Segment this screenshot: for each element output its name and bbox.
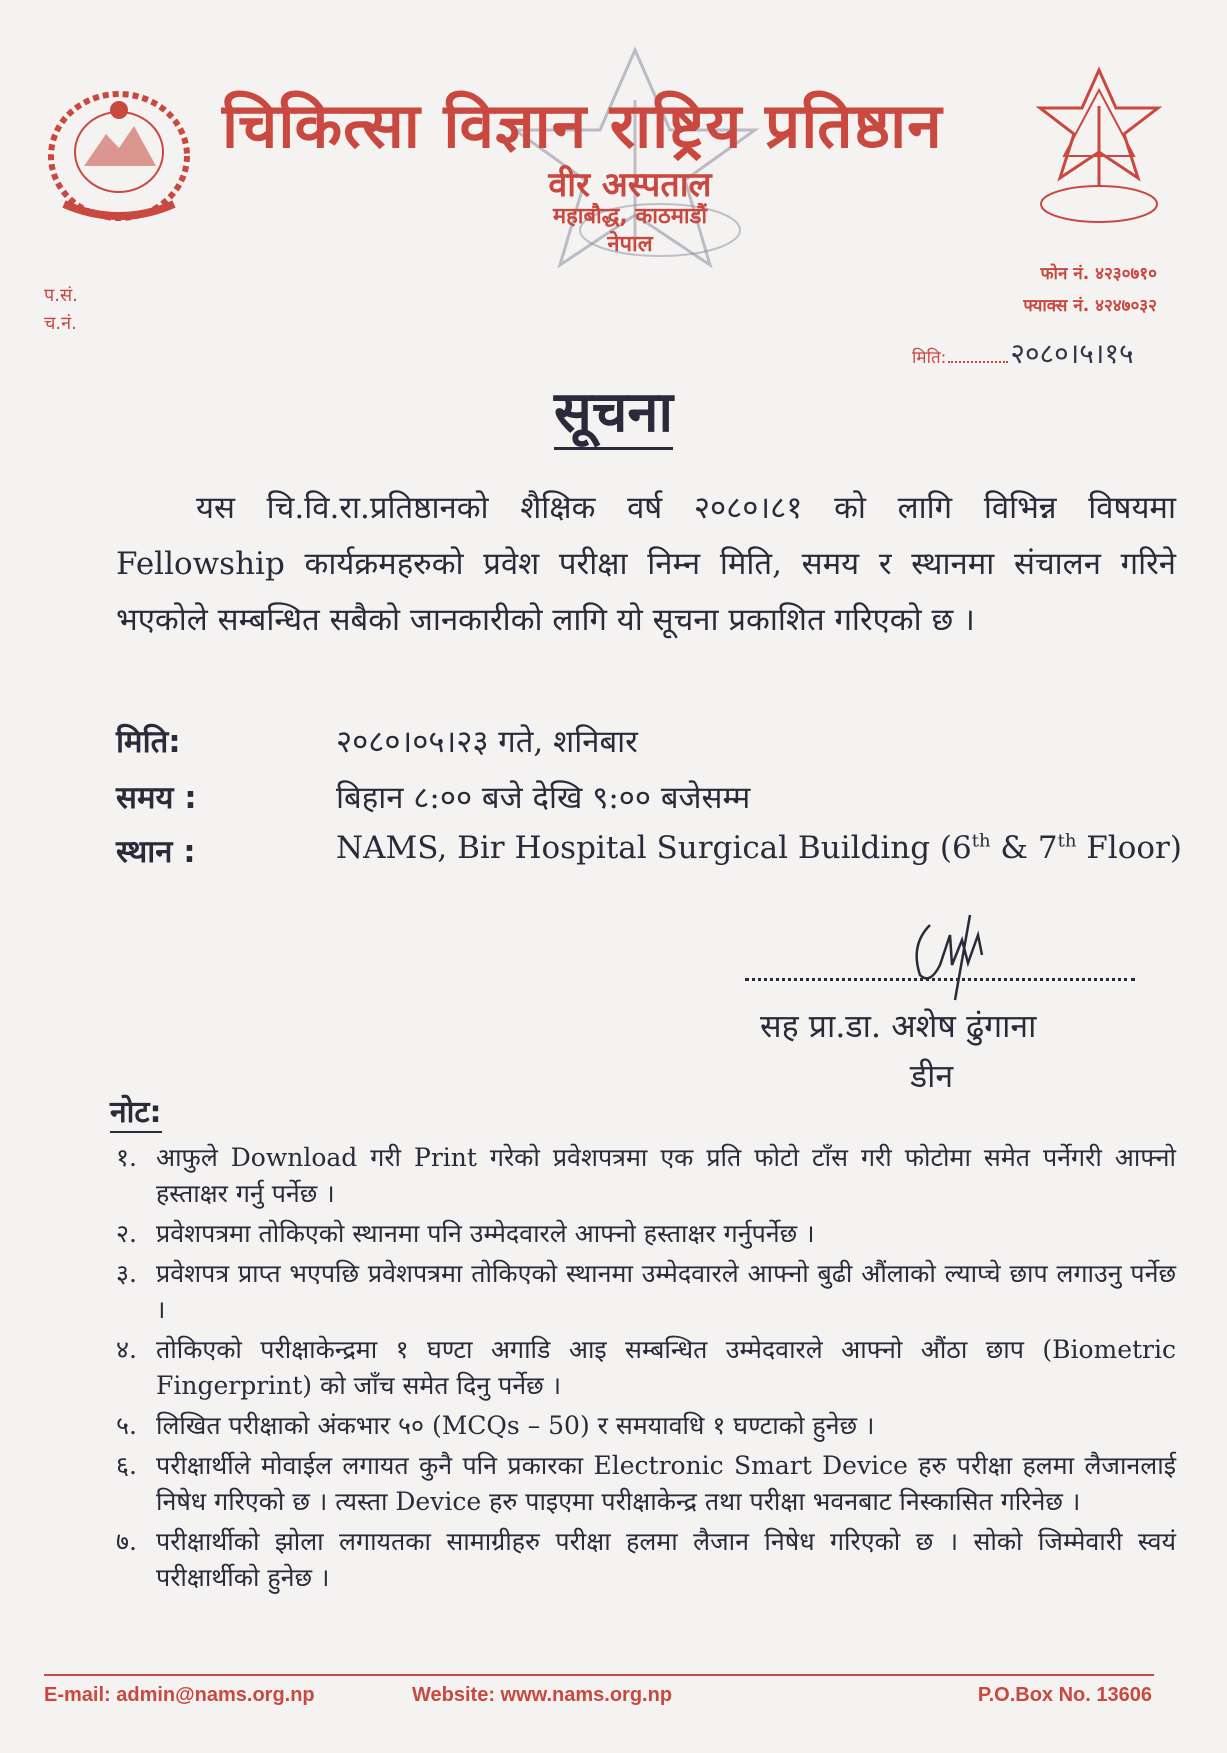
exam-time-label: समय : xyxy=(116,780,197,816)
exam-place-label: स्थान : xyxy=(116,834,196,870)
notice-body: यस चि.वि.रा.प्रतिष्ठानको शैक्षिक वर्ष २०८०।८१ को लागि विभिन्न विषयमा Fellowship कार्यक्रमहरुको प्रवेश परीक्षा निम्न मिति, समय र स्थानमा संचालन गरिने भएकोले सम्बन्धित सबैको जानकारीको लागि यो सूचना प्रकाशित गरिएको छ । xyxy=(116,490,1176,638)
note-item: ५. लिखित परीक्षाको अंकभार ५० (MCQs – 50) र समयावधि १ घण्टाको हुनेछ । xyxy=(116,1411,875,1440)
notes-heading: नोट: xyxy=(110,1090,162,1133)
signature-line xyxy=(745,978,1135,981)
ref-label-ps: प.सं. xyxy=(44,285,78,306)
letter-date-value: २०८०।५।१५ xyxy=(1010,337,1134,370)
fax-number: फ्याक्स नं. ४२४७०३२ xyxy=(1023,296,1157,316)
nepal-emblem-icon xyxy=(44,86,194,226)
exam-date-label: मिति: xyxy=(116,724,181,760)
note-item: २. प्रवेशपत्रमा तोकिएको स्थानमा पनि उम्मेदवारले आफ्नो हस्ताक्षर गर्नुपर्नेछ । xyxy=(116,1219,815,1248)
location-line-2: नेपाल xyxy=(607,232,653,257)
footer-website: Website: www.nams.org.np xyxy=(412,1684,673,1706)
notes-list xyxy=(116,1140,1176,1600)
nams-logo-icon xyxy=(1034,66,1164,256)
footer-divider xyxy=(44,1674,1154,1676)
organization-name: चिकित्सा विज्ञान राष्ट्रिय प्रतिष्ठान xyxy=(222,89,943,162)
letter-date-label: मिति: xyxy=(912,348,947,368)
signatory-name: सह प्रा.डा. अशेष ढुंगाना xyxy=(760,1007,1037,1045)
footer-email: E-mail: admin@nams.org.np xyxy=(44,1684,315,1706)
phone-number: फोन नं. ४२३०७१० xyxy=(1040,264,1157,284)
contact-block xyxy=(1023,258,1157,322)
reference-labels xyxy=(44,282,78,338)
note-item: १. आफुले Download गरी Print गरेको प्रवेशपत्रमा एक प्रति फोटो टाँस गरी फोटोमा समेत पर्नेगरी आफ्नो हस्ताक्षर गर्नु पर्नेछ । xyxy=(116,1143,1176,1208)
note-item: ४. तोकिएको परीक्षाकेन्द्रमा १ घण्टा अगाडि आइ सम्बन्धित उम्मेदवारले आफ्नो औंठा छाप (Biometric Fingerprint) को जाँच समेत दिनु पर्नेछ । xyxy=(116,1335,1176,1400)
exam-date-value: २०८०।०५।२३ गते, शनिबार xyxy=(336,724,638,760)
note-item: ७. परीक्षार्थीको झोला लगायतका सामाग्रीहरु परीक्षा हलमा लैजान निषेध गरिएको छ । सोको जिम्मेवारी स्वयं परीक्षार्थीको हुनेछ । xyxy=(116,1527,1176,1592)
signatory-title: डीन xyxy=(910,1057,954,1095)
footer-pobox: P.O.Box No. 13606 xyxy=(977,1684,1152,1706)
ref-label-chn: च.नं. xyxy=(44,313,77,334)
letter-date xyxy=(912,334,1182,372)
exam-place-value: NAMS, Bir Hospital Surgical Building (6th & 7th Floor) xyxy=(336,830,1182,866)
signature-scribble xyxy=(900,905,1010,1005)
note-item: ३. प्रवेशपत्र प्राप्त भएपछि प्रवेशपत्रमा तोकिएको स्थानमा उम्मेदवारले आफ्नो बुढी औंलाको ल्याप्चे छाप लगाउनु पर्नेछ । xyxy=(116,1259,1176,1324)
hospital-name: वीर अस्पताल xyxy=(548,165,712,205)
organization-location xyxy=(480,203,780,259)
notice-title: सूचना xyxy=(0,372,1227,448)
note-item: ६. परीक्षार्थीले मोवाईल लगायत कुनै पनि प्रकारका Electronic Smart Device हरु परीक्षा हलमा लैजानलाई निषेध गरिएको छ । त्यस्ता Device हरु पाइएमा परीक्षाकेन्द्र तथा परीक्षा भवनबाट निस्कासित गरिनेछ । xyxy=(116,1451,1176,1516)
exam-time-value: बिहान ८:०० बजे देखि ९:०० बजेसम्म xyxy=(336,780,751,816)
location-line-1: महाबौद्ध, काठमाडौं xyxy=(552,204,708,229)
